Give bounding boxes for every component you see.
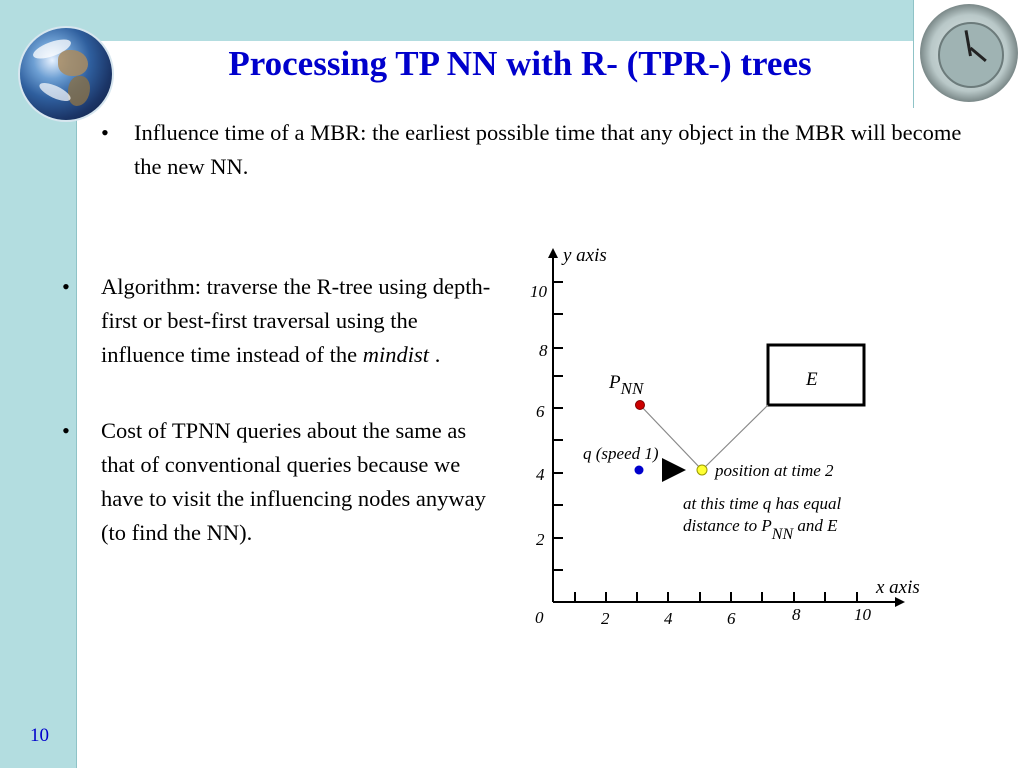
bullet-marker: • [62,418,70,443]
bullet-marker: • [101,120,109,145]
bullet-text: Influence time of a MBR: the earliest possible time that any object in the MBR will become the new NN. [134,120,962,179]
pnn-point [636,401,645,410]
y-tick-label: 6 [536,402,545,421]
slide-title: Processing TP NN with R- (TPR-) trees [228,44,812,83]
y-axis-ticks [553,282,563,570]
y-axis-label: y axis [563,245,607,266]
bullet-marker: • [62,274,70,299]
bullet-text-end: . [429,342,441,367]
x-tick-label: 6 [727,609,736,628]
note-line-2: distance to PNN and E [683,516,838,543]
q-label: q (speed 1) [583,444,659,463]
position-time2-point [697,465,707,475]
mbr-e-label: E [806,369,818,390]
q-point [635,466,644,475]
x-tick-label: 4 [664,609,673,628]
x-tick-label: 2 [601,609,610,628]
y-tick-label: 4 [536,465,545,484]
y-axis-arrowhead [548,248,558,258]
x-axis-label: x axis [876,577,920,598]
bullet-text-emphasis: mindist [362,342,430,367]
x-tick-label: 8 [792,605,801,624]
x-axis-ticks [575,592,857,602]
bullet-text-main: Algorithm: traverse the R-tree using depth-first or best-first traversal using the influence time instead of the [101,274,491,367]
origin-label: 0 [535,608,544,627]
y-tick-label: 10 [530,282,547,301]
y-tick-label: 8 [539,341,548,360]
slide-number: 10 [30,725,49,746]
position-label: position at time 2 [715,461,834,480]
note-line-1: at this time q has equal [683,494,842,513]
x-axis-arrowhead [895,597,905,607]
pnn-label: PNN [609,372,644,398]
x-tick-label: 10 [854,605,871,624]
bullet-text: Cost of TPNN queries about the same as that of conventional queries because we have to visit the influencing nodes anyway (to find the NN). [101,418,486,545]
y-tick-label: 2 [536,530,545,549]
